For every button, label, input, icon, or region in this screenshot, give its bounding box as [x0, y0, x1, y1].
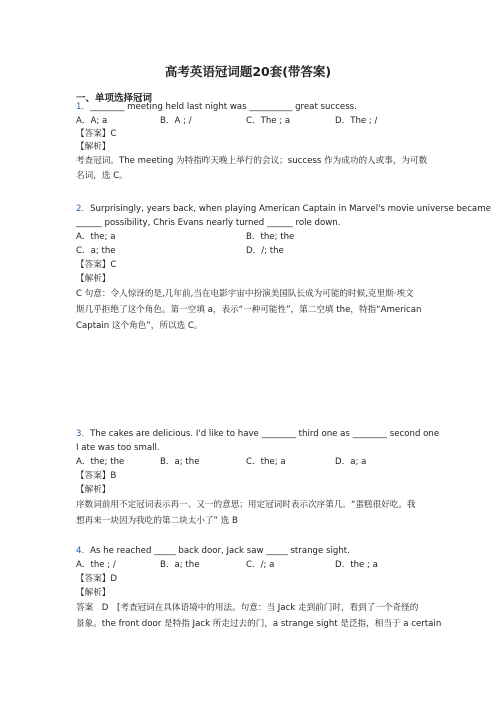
option-c: C．/; a	[246, 560, 275, 570]
option-d: D．the ; a	[335, 560, 378, 570]
question-number: 4．	[76, 546, 91, 556]
question-text: The cakes are delicious. I'd like to have ________ third one as ________ second one	[90, 429, 440, 439]
explanation-line: 名词，选 C。	[76, 171, 128, 181]
explanation-line: 想再来一块因为我吃的第二块太小了” 选 B	[76, 516, 238, 526]
option-b: B．A ; /	[160, 116, 192, 126]
question-number: 1．	[76, 102, 91, 112]
option-d: D．/; the	[246, 246, 284, 256]
question-text: As he reached _____ back door, Jack saw _____ strange sight.	[90, 546, 350, 556]
option-d: D．The ; /	[335, 116, 378, 126]
analysis-label: 【解析】	[76, 274, 111, 284]
option-a: A．A; a	[76, 116, 108, 126]
option-b: B．a; the	[160, 560, 200, 570]
option-c: C．The ; a	[246, 116, 291, 126]
answer-label: 【答案】C	[76, 129, 117, 139]
option-a: A．the; a	[76, 232, 116, 242]
option-b: B．the; the	[246, 232, 295, 242]
page-title: 高考英语冠词题20套(带答案)	[164, 64, 332, 79]
explanation-line: 序数词前用不定冠词表示再一、又一的意思；用定冠词时表示次序第几。“蛋糕很好吃。我	[76, 500, 416, 510]
question-1-stem	[76, 101, 357, 114]
section-heading: 一、单项选择冠词	[76, 93, 153, 104]
option-b: B．a; the	[160, 457, 200, 467]
question-3-stem	[76, 428, 439, 441]
analysis-label: 【解析】	[76, 588, 111, 598]
question-number: 3．	[76, 429, 91, 439]
option-c: C．the; a	[246, 457, 286, 467]
option-d: D．a; a	[335, 457, 367, 467]
option-a: A．the ; /	[76, 560, 116, 570]
question-4-stem	[76, 545, 350, 558]
option-a: A．the; the	[76, 457, 125, 467]
explanation-line: 斯几乎拒绝了这个角色。第一空填 a，表示“一种可能性”，第二空填 the，特指“American	[76, 305, 422, 315]
explanation-line: 景象。the front door 是特指 Jack 所走过去的门，a strange sight 是泛指，相当于 a certain	[76, 619, 442, 629]
answer-label: 【答案】C	[76, 260, 117, 270]
question-text: Surprisingly, years back, when playing American Captain in Marvel's movie universe became	[90, 204, 491, 214]
question-text-line: ______ possibility, Chris Evans nearly turned ______ role down.	[76, 218, 341, 228]
question-text: ________ meeting held last night was __________ great success.	[90, 102, 357, 112]
analysis-label: 【解析】	[76, 142, 111, 152]
explanation-line: Captain 这个角色”，所以选 C。	[76, 321, 203, 331]
question-text-line: I ate was too small.	[76, 443, 160, 453]
explanation-line: 答案 D [考查冠词在具体语境中的用法。句意：当 Jack 走到前门时，看到了一个奇怪的	[76, 603, 419, 613]
question-2-stem	[76, 203, 491, 216]
question-number: 2．	[76, 204, 91, 214]
explanation-line: C 句意：令人惊讶的是,几年前,当在电影宇宙中扮演美国队长成为可能的时候,克里斯·埃文	[76, 289, 414, 299]
analysis-label: 【解析】	[76, 485, 111, 495]
explanation-line: 考查冠词。The meeting 为特指昨天晚上举行的会议；success 作为成功的人或事，为可数	[76, 156, 428, 166]
option-c: C．a; the	[76, 246, 116, 256]
answer-label: 【答案】B	[76, 471, 117, 481]
answer-label: 【答案】D	[76, 574, 117, 584]
